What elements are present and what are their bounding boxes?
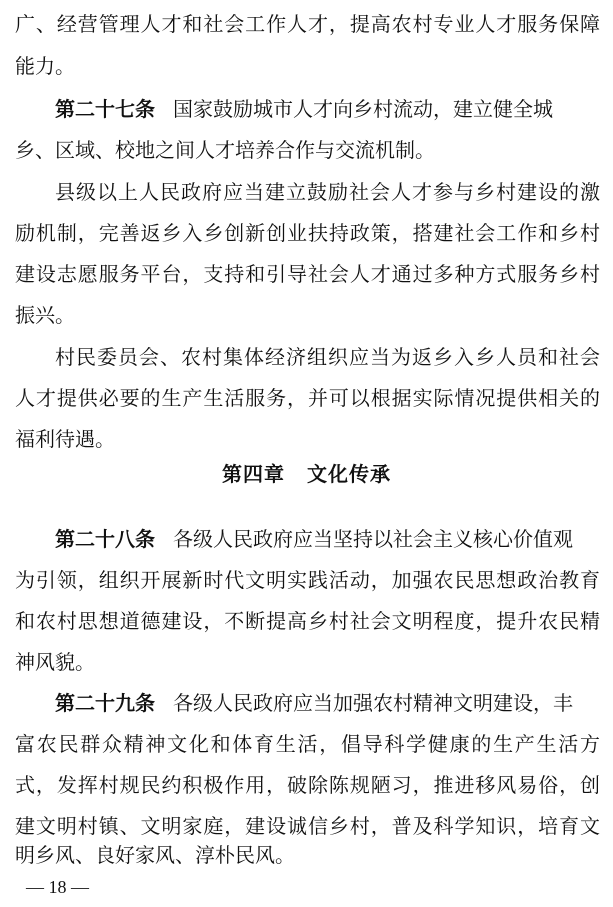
article-28-line bbox=[55, 527, 600, 551]
chapter-number: 第四章 bbox=[222, 462, 285, 486]
article-28-heading: 第二十八条 bbox=[55, 527, 155, 551]
text-line: 振兴。 bbox=[15, 303, 75, 327]
text-line: 建文明村镇、文明家庭，建设诚信乡村，普及科学知识，培育文 bbox=[15, 814, 600, 838]
paragraph-first-line: 县级以上人民政府应当建立鼓励社会人才参与乡村建设的激 bbox=[55, 180, 600, 204]
article-29-line bbox=[55, 691, 600, 715]
text-line: 富农民群众精神文化和体育生活，倡导科学健康的生产生活方 bbox=[15, 732, 600, 756]
text-line: 建设志愿服务平台，支持和引导社会人才通过多种方式服务乡村 bbox=[15, 262, 600, 286]
text-line: 式，发挥村规民约积极作用，破除陈规陋习，推进移风易俗，创 bbox=[15, 773, 600, 797]
page-number: — 18 — bbox=[26, 877, 89, 897]
text-line: 和农村思想道德建设，不断提高乡村社会文明程度，提升农民精 bbox=[15, 609, 600, 633]
chapter-heading bbox=[0, 462, 613, 486]
text-line: 神风貌。 bbox=[15, 650, 95, 674]
article-29-heading: 第二十九条 bbox=[55, 691, 155, 715]
text-line: 福利待遇。 bbox=[15, 427, 115, 451]
text-line: 人才提供必要的生产生活服务，并可以根据实际情况提供相关的 bbox=[15, 386, 600, 410]
text-line: 能力。 bbox=[15, 54, 75, 78]
article-27-text: 国家鼓励城市人才向乡村流动，建立健全城 bbox=[173, 97, 553, 121]
text-line: 广、经营管理人才和社会工作人才，提高农村专业人才服务保障 bbox=[15, 12, 600, 36]
chapter-title: 文化传承 bbox=[307, 462, 391, 486]
text-line: 明乡风、良好家风、淳朴民风。 bbox=[15, 843, 295, 867]
article-28-text: 各级人民政府应当坚持以社会主义核心价值观 bbox=[173, 527, 573, 551]
article-29-text: 各级人民政府应当加强农村精神文明建设，丰 bbox=[173, 691, 573, 715]
text-line: 为引领，组织开展新时代文明实践活动，加强农民思想政治教育 bbox=[15, 568, 600, 592]
article-27-line bbox=[55, 97, 600, 121]
text-line: 励机制，完善返乡入乡创新创业扶持政策，搭建社会工作和乡村 bbox=[15, 221, 600, 245]
text-line: 乡、区域、校地之间人才培养合作与交流机制。 bbox=[15, 138, 435, 162]
paragraph-first-line: 村民委员会、农村集体经济组织应当为返乡入乡人员和社会 bbox=[55, 345, 600, 369]
article-27-heading: 第二十七条 bbox=[55, 97, 155, 121]
